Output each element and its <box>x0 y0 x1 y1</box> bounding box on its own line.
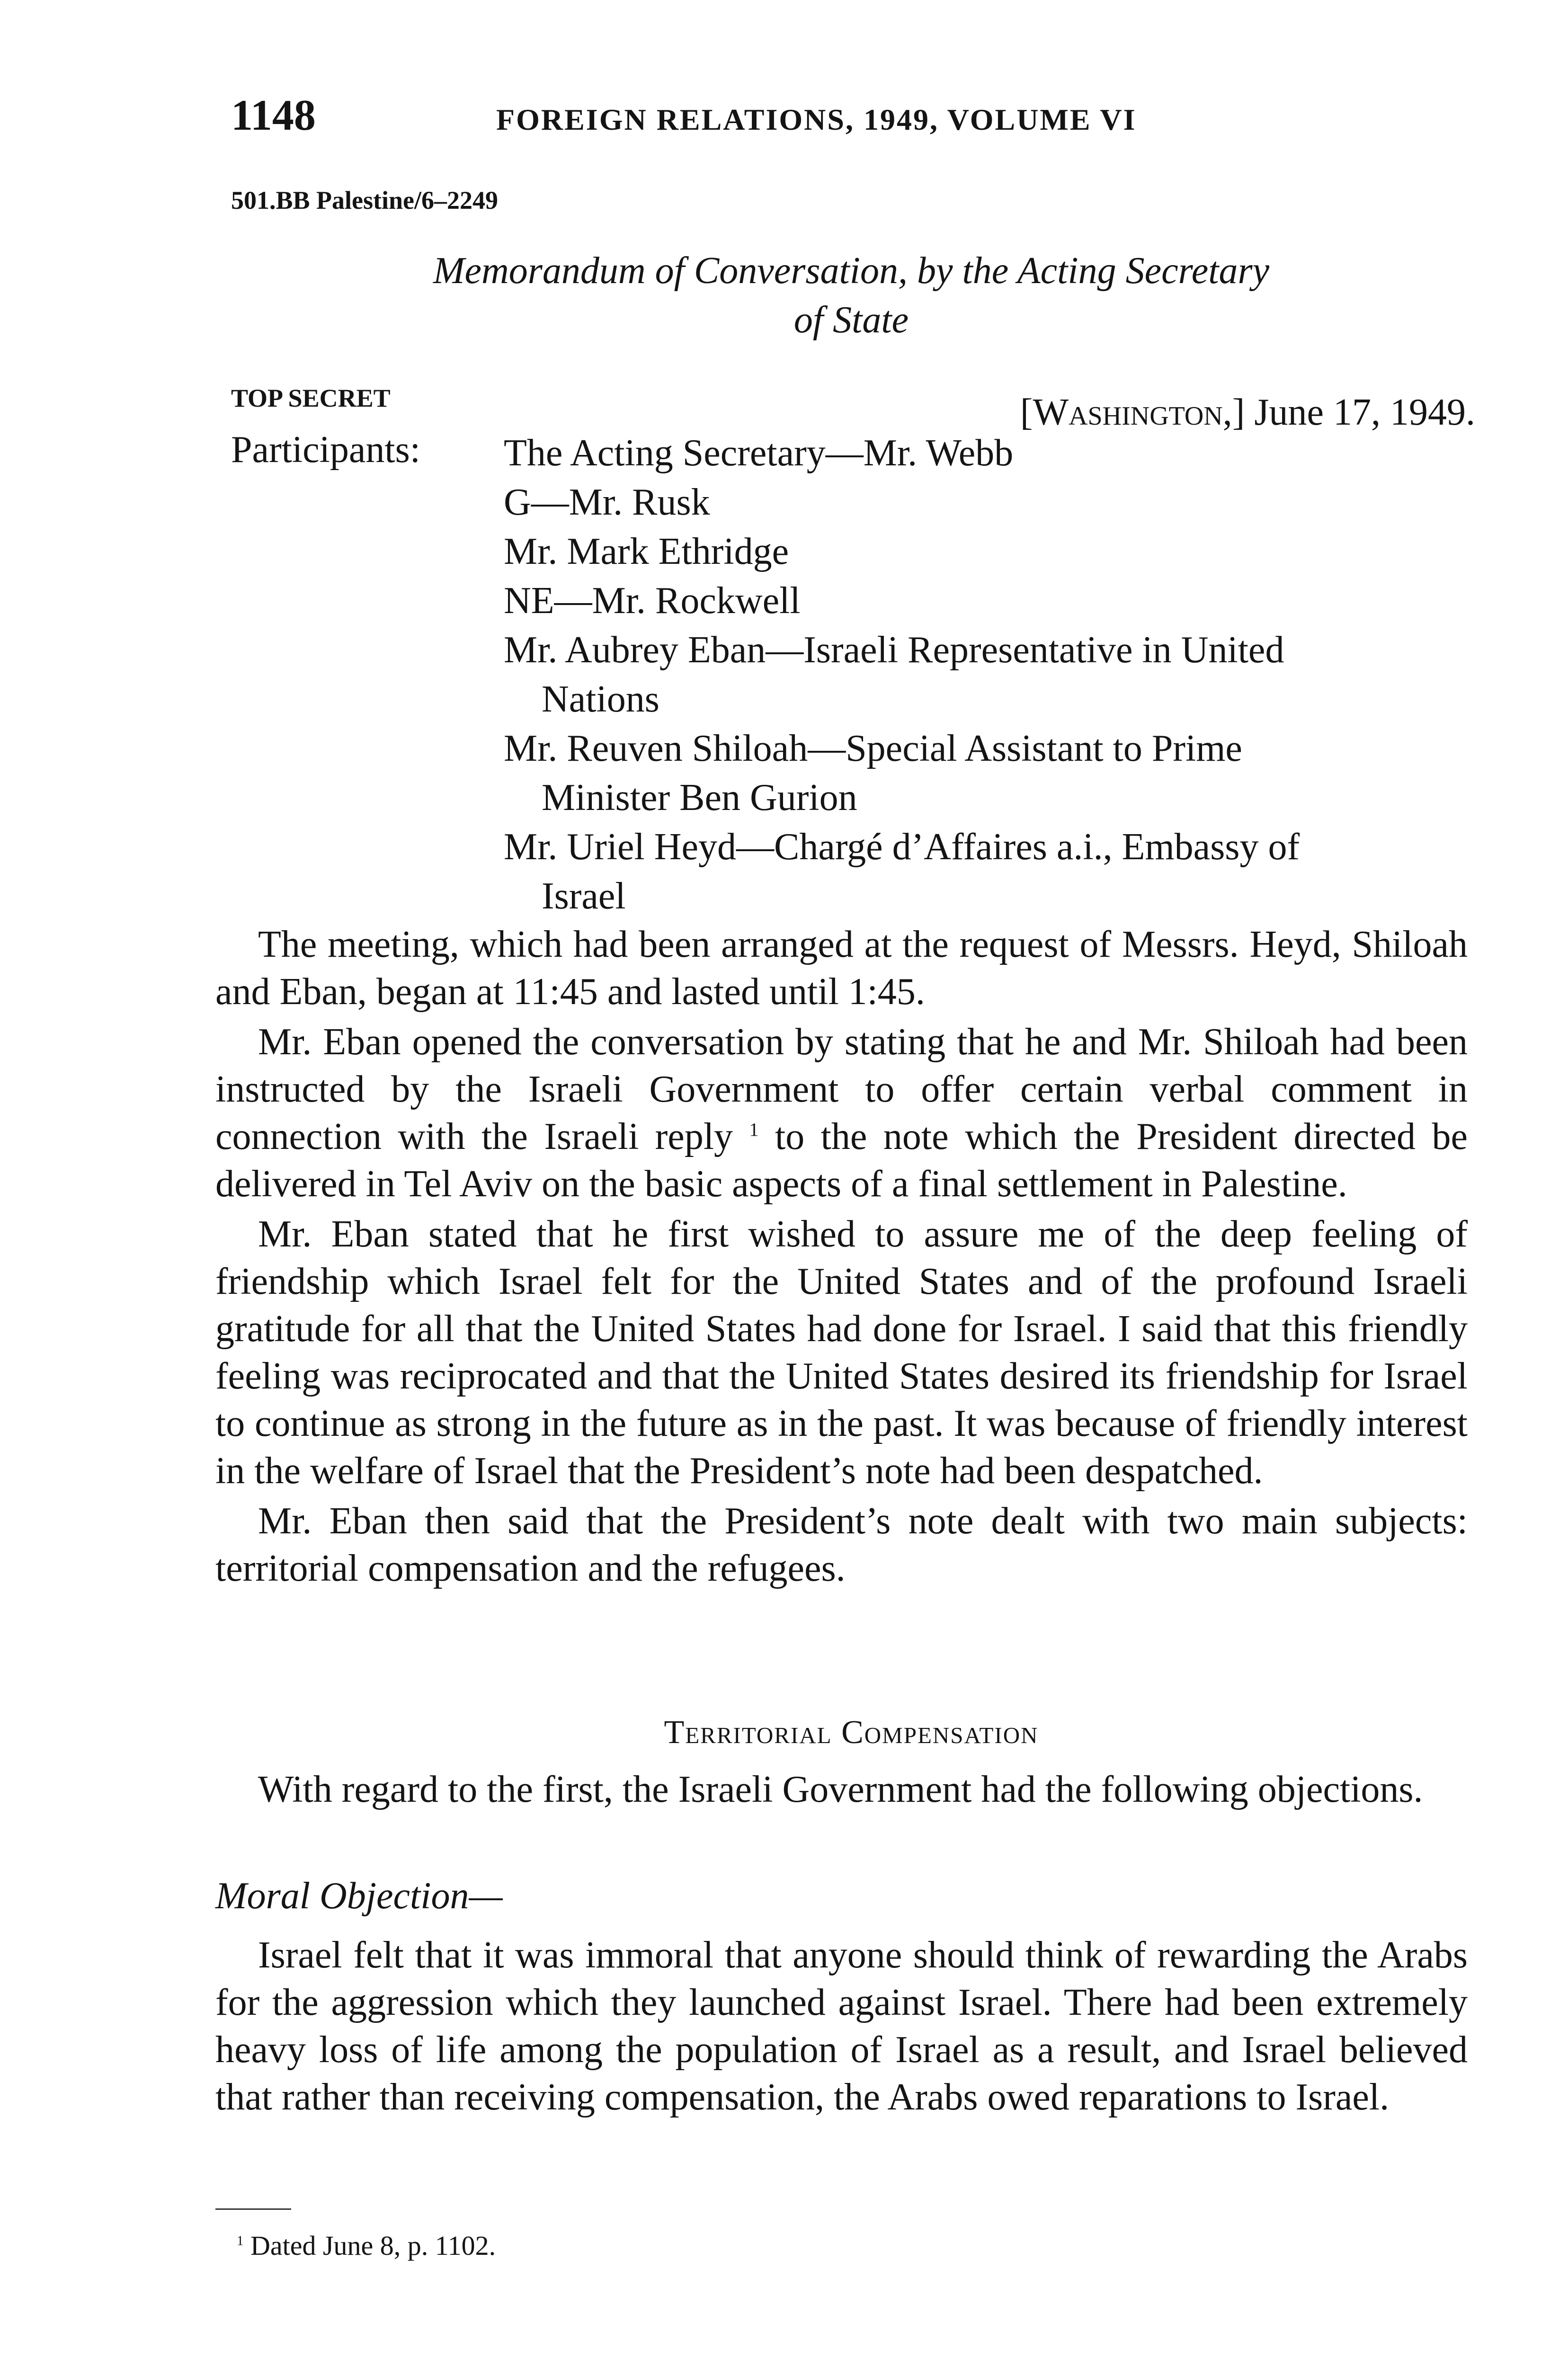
footnote-text: Dated June 8, p. 1102. <box>250 2230 496 2261</box>
paragraph-friendship: Mr. Eban stated that he first wished to assure me of the deep feeling of friendship which Israel felt for the United States and of the profound Israeli gratitude for all that the United States had done for Israel. I said that this friendly feeling was reciprocated and that the United States desired its friendship for Israel to continue as strong in the future as in the past. It was because of friendly interest in the welfare of Israel that the President’s note had been despatched. <box>215 1213 1468 1492</box>
footnote-reference: 1 <box>749 1119 759 1140</box>
paragraph-eban-opening-text: Mr. Eban opened the conversation by stating that he and Mr. Shiloah had been instructed by the Israeli Government to offer certain verbal comment in connection with the Israeli reply <box>215 1021 1468 1157</box>
memo-body <box>215 921 1468 1595</box>
participants-label: Participants: <box>231 429 420 471</box>
dateline-date: June 17, 1949. <box>1254 392 1475 433</box>
paragraph-moral-objection: Israel felt that it was immoral that anyone should think of rewarding the Arabs for the aggression which they launched against Israel. There had been extremely heavy loss of life among the population of Israel as a result, and Israel believed that rather than receiving compensation, the Arabs owed reparations to Israel. <box>215 1934 1468 2118</box>
page-header <box>231 90 1244 151</box>
moral-objection-heading: Moral Objection— <box>215 1875 503 1917</box>
participant-name-continued: Israel <box>542 875 626 917</box>
participant-name: Mr. Aubrey Eban—Israeli Representative in United <box>504 629 1284 671</box>
participant-item <box>504 478 1474 527</box>
dateline-place: [Washington,] <box>1020 392 1245 433</box>
title-line-2: of State <box>793 299 909 341</box>
participant-item <box>504 428 1474 478</box>
participant-name: NE—Mr. Rockwell <box>504 580 801 622</box>
participant-item <box>504 724 1474 822</box>
section-body <box>215 1766 1468 1816</box>
participant-name: Mr. Mark Ethridge <box>504 531 789 572</box>
participant-name: The Acting Secretary—Mr. Webb <box>504 432 1014 474</box>
participants-list <box>504 428 1474 921</box>
participant-name: Mr. Uriel Heyd—Chargé d’Affaires a.i., Embassy of <box>504 826 1300 868</box>
title-line-1: Memorandum of Conversation, by the Acting Secretary <box>433 250 1270 292</box>
classification-marking: TOP SECRET <box>231 384 391 412</box>
page-number: 1148 <box>231 91 316 139</box>
paragraph-eban-opening-tail: to the note which the President directed be delivered in Tel Aviv on the basic aspects of a final settlement in Palestine. <box>215 1116 1468 1205</box>
dateline <box>1020 391 1475 434</box>
footnote-divider <box>215 2208 291 2210</box>
document-title <box>231 246 1471 345</box>
footnote <box>237 2230 496 2261</box>
participant-name-continued: Nations <box>542 678 659 720</box>
participant-item <box>504 527 1474 576</box>
section-heading: Territorial Compensation <box>664 1714 1039 1751</box>
moral-objection-body <box>215 1931 1468 2124</box>
paragraph-eban-opening <box>215 1018 1468 1208</box>
paragraph-subjects: Mr. Eban then said that the President’s note dealt with two main subjects: territorial compensation and the refugees. <box>215 1500 1468 1589</box>
footnote-marker: 1 <box>237 2233 244 2249</box>
participant-name: Mr. Reuven Shiloah—Special Assistant to Prime <box>504 728 1242 769</box>
participant-item <box>504 822 1474 921</box>
participant-item <box>504 576 1474 625</box>
participant-name-continued: Minister Ben Gurion <box>542 777 857 819</box>
paragraph-meeting: The meeting, which had been arranged at the request of Messrs. Heyd, Shiloah and Eban, began at 11:45 and lasted until 1:45. <box>215 924 1468 1013</box>
participant-item <box>504 625 1474 724</box>
participant-name: G—Mr. Rusk <box>504 481 710 523</box>
running-title: FOREIGN RELATIONS, 1949, VOLUME VI <box>496 103 1137 136</box>
paragraph-objections: With regard to the first, the Israeli Government had the following objections. <box>258 1769 1423 1810</box>
file-reference: 501.BB Palestine/6–2249 <box>231 186 498 214</box>
